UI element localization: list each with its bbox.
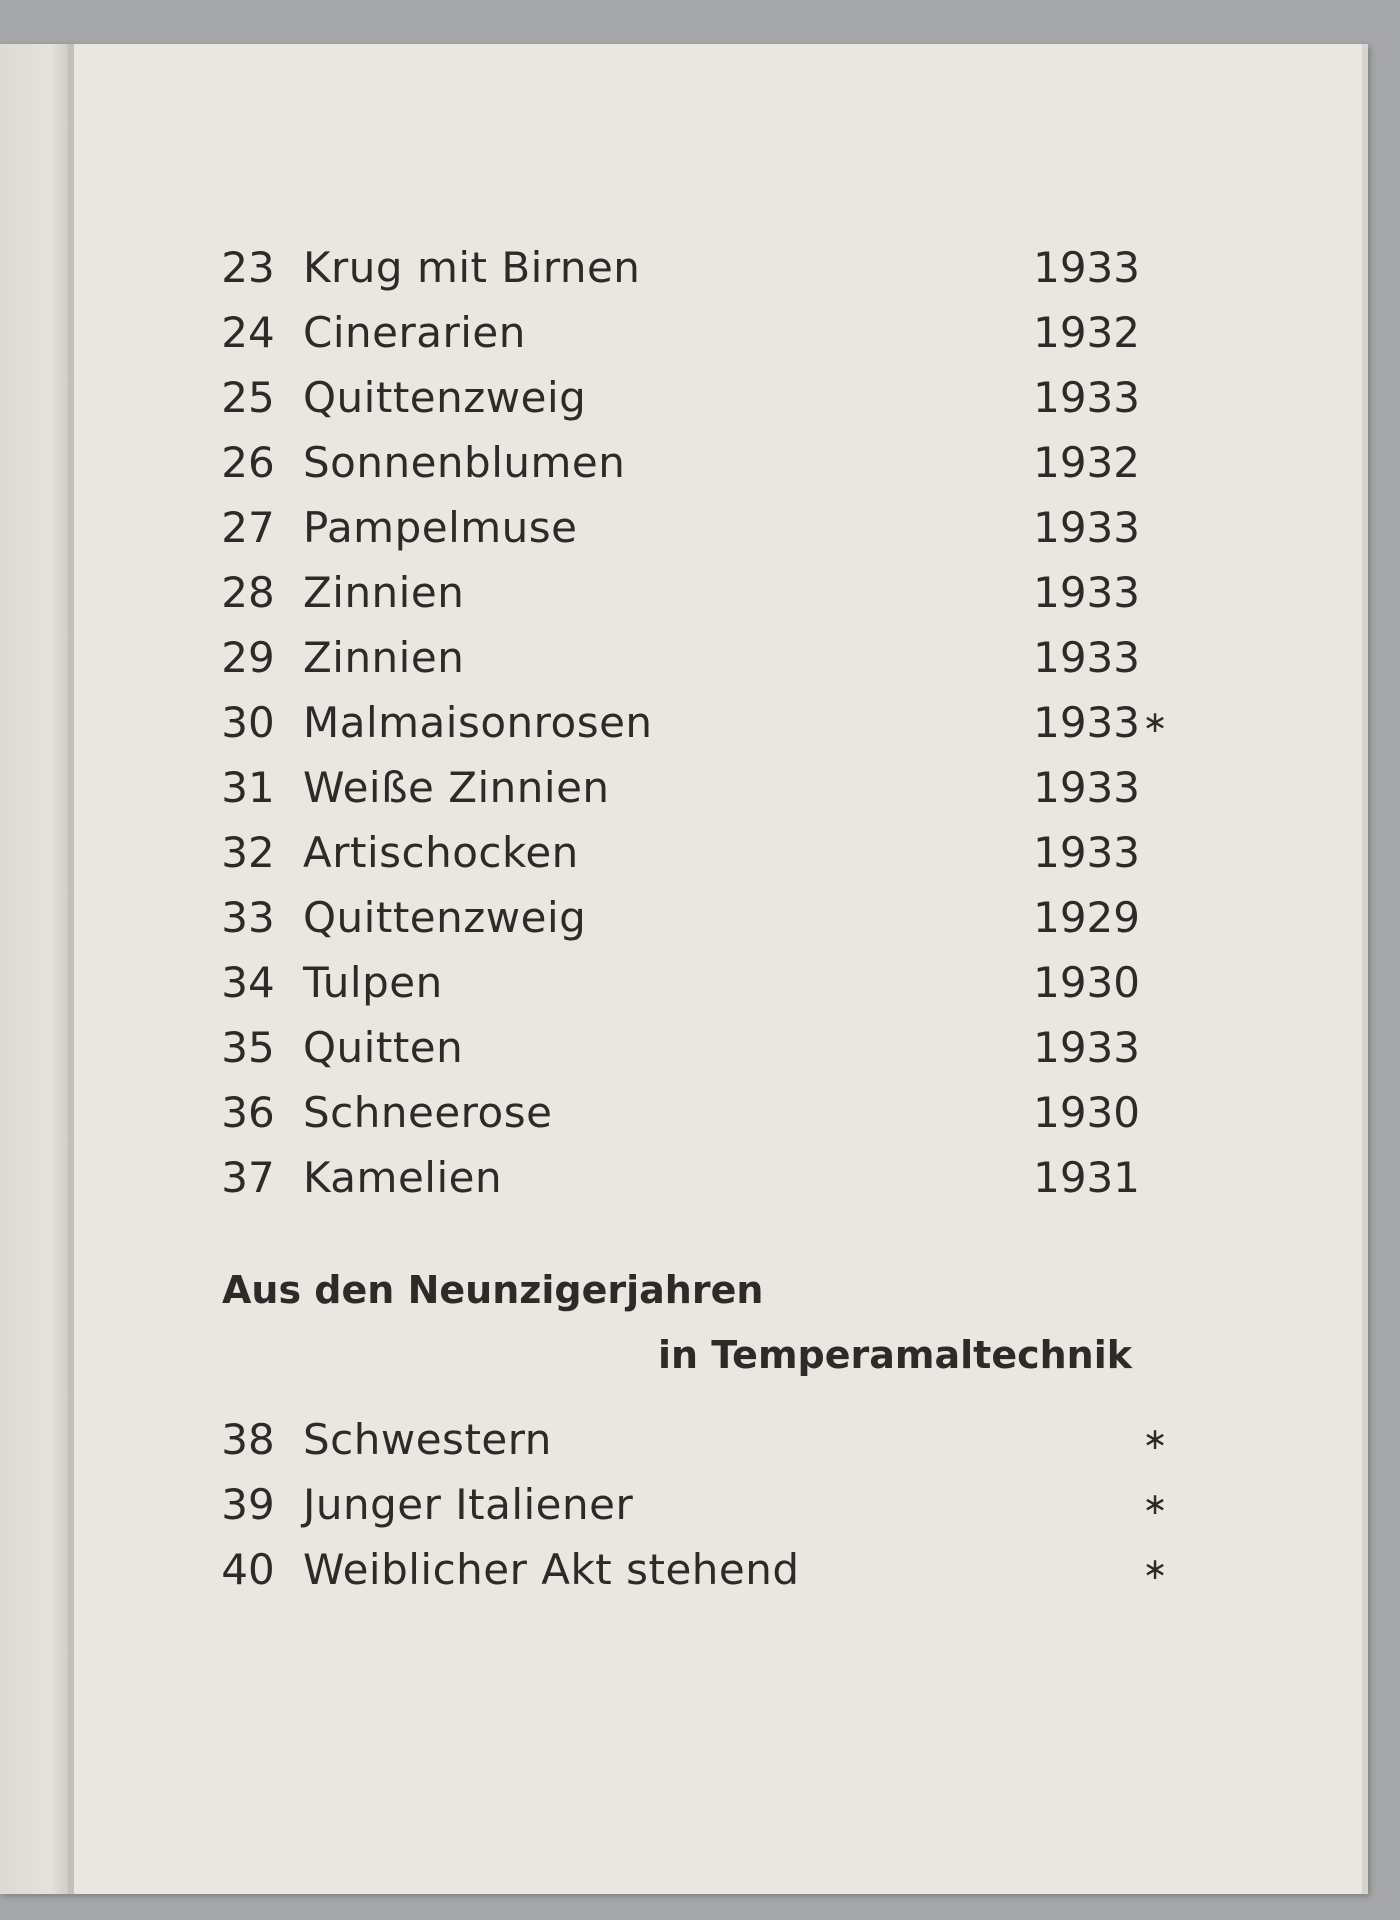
catalog-entry <box>0 303 1400 363</box>
catalog-entry <box>0 433 1400 493</box>
entry-number: 24 <box>221 308 275 357</box>
entry-title: Pampelmuse <box>303 503 578 552</box>
entry-number: 32 <box>221 828 275 877</box>
entry-number: 33 <box>221 893 275 942</box>
entry-year: 1933 <box>1033 1023 1140 1072</box>
entry-asterisk-mark: ∗ <box>1142 1552 1168 1587</box>
catalog-entry <box>0 1410 1400 1470</box>
catalog-entry <box>0 1018 1400 1078</box>
catalog-entry <box>0 1083 1400 1143</box>
entry-title: Cinerarien <box>303 308 526 357</box>
entry-number: 34 <box>221 958 275 1007</box>
entry-year: 1933 <box>1033 828 1140 877</box>
entry-year: 1933 <box>1033 503 1140 552</box>
entry-number: 28 <box>221 568 275 617</box>
catalog-entry <box>0 628 1400 688</box>
entry-number: 31 <box>221 763 275 812</box>
catalog-entry <box>0 1540 1400 1600</box>
entry-title: Artischocken <box>303 828 579 877</box>
entry-title: Kamelien <box>303 1153 503 1202</box>
entry-number: 35 <box>221 1023 275 1072</box>
entry-title: Zinnien <box>303 633 465 682</box>
section-heading-line1: Aus den Neunzigerjahren <box>222 1268 764 1312</box>
entry-number: 38 <box>221 1415 275 1464</box>
entry-title: Zinnien <box>303 568 465 617</box>
catalog-entry <box>0 693 1400 753</box>
section-heading-line2: in Temperamaltechnik <box>658 1333 1133 1377</box>
catalog-entry <box>0 1475 1400 1535</box>
entry-year: 1929 <box>1033 893 1140 942</box>
entry-year: 1930 <box>1033 1088 1140 1137</box>
entry-number: 40 <box>221 1545 275 1594</box>
entry-asterisk-mark: ∗ <box>1142 1422 1168 1457</box>
entry-year: 1932 <box>1033 308 1140 357</box>
catalog-entry <box>0 563 1400 623</box>
catalog-entry <box>0 238 1400 298</box>
entry-title: Tulpen <box>303 958 443 1007</box>
entry-title: Sonnenblumen <box>303 438 626 487</box>
entry-title: Quittenzweig <box>303 373 587 422</box>
catalog-entry <box>0 1148 1400 1208</box>
catalog-entry <box>0 888 1400 948</box>
entry-title: Weiße Zinnien <box>303 763 610 812</box>
entry-number: 25 <box>221 373 275 422</box>
entry-number: 23 <box>221 243 275 292</box>
catalog-entry <box>0 953 1400 1013</box>
entry-year: 1933 <box>1033 698 1140 747</box>
entry-number: 26 <box>221 438 275 487</box>
entry-year: 1933 <box>1033 633 1140 682</box>
entry-year: 1932 <box>1033 438 1140 487</box>
entry-title: Weiblicher Akt stehend <box>303 1545 800 1594</box>
entry-title: Malmaisonrosen <box>303 698 653 747</box>
catalog-entry <box>0 368 1400 428</box>
catalog-entry <box>0 758 1400 818</box>
entry-year: 1933 <box>1033 373 1140 422</box>
catalog-entry <box>0 498 1400 558</box>
entry-title: Quittenzweig <box>303 893 587 942</box>
entry-title: Quitten <box>303 1023 464 1072</box>
entry-asterisk-mark: ∗ <box>1142 705 1168 740</box>
entry-number: 29 <box>221 633 275 682</box>
entry-number: 37 <box>221 1153 275 1202</box>
entry-title: Schneerose <box>303 1088 553 1137</box>
entry-year: 1933 <box>1033 243 1140 292</box>
catalog-entry <box>0 823 1400 883</box>
entry-year: 1933 <box>1033 568 1140 617</box>
entry-title: Schwestern <box>303 1415 552 1464</box>
entry-number: 36 <box>221 1088 275 1137</box>
entry-title: Junger Italiener <box>303 1480 634 1529</box>
entry-year: 1933 <box>1033 763 1140 812</box>
entry-number: 30 <box>221 698 275 747</box>
entry-title: Krug mit Birnen <box>303 243 641 292</box>
entry-asterisk-mark: ∗ <box>1142 1487 1168 1522</box>
entry-year: 1930 <box>1033 958 1140 1007</box>
entry-number: 27 <box>221 503 275 552</box>
entry-year: 1931 <box>1033 1153 1140 1202</box>
entry-number: 39 <box>221 1480 275 1529</box>
